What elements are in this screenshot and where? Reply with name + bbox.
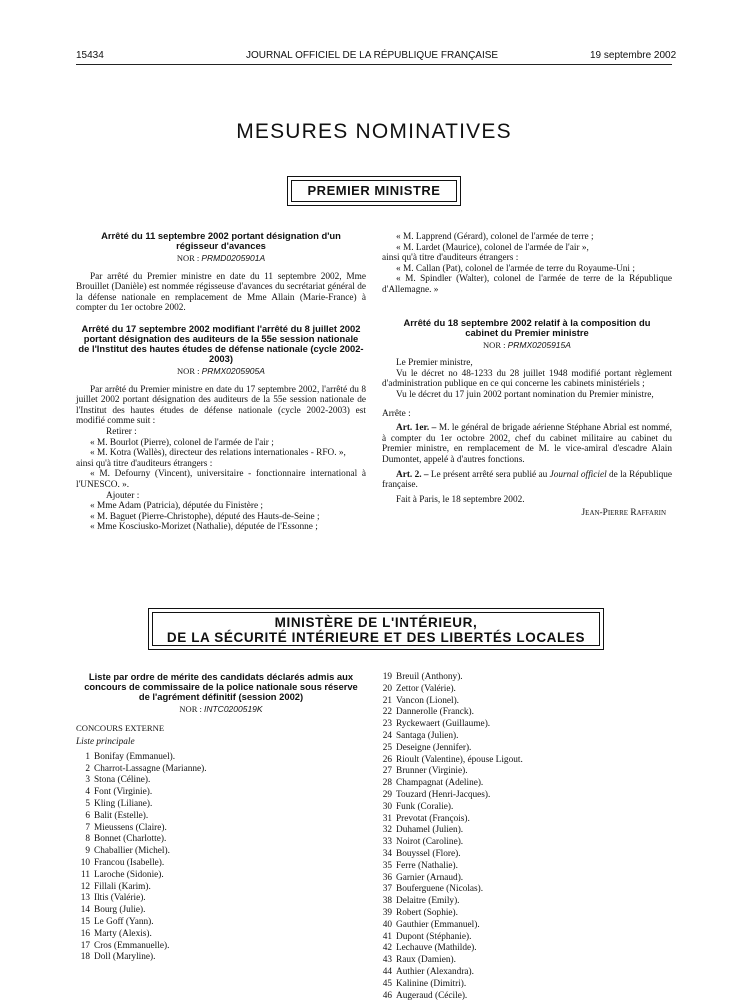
rank-number: 15 <box>80 916 90 927</box>
rank-number: 12 <box>80 881 90 892</box>
candidate-name: Kling (Liliane). <box>94 798 153 809</box>
rank-number: 39 <box>382 907 392 918</box>
list-item <box>76 858 366 870</box>
rank-number: 29 <box>382 789 392 800</box>
list-item <box>76 775 366 787</box>
arrete-1-title: Arrêté du 11 septembre 2002 portant désignation d'un régisseur d'avances <box>101 230 341 251</box>
list-item <box>378 884 668 896</box>
rank-number: 24 <box>382 730 392 741</box>
candidate-name: Le Goff (Yann). <box>94 916 154 927</box>
list-item <box>378 766 668 778</box>
rank-number: 14 <box>80 905 90 916</box>
candidate-name: Deseigne (Jennifer). <box>396 742 472 753</box>
rank-number: 11 <box>81 869 90 880</box>
list-item <box>378 825 668 837</box>
list-item <box>76 882 366 894</box>
arrete-1-nor: NOR : PRMD0205901A <box>176 253 266 263</box>
rank-number: 3 <box>85 775 90 786</box>
candidate-name: Iltis (Valérie). <box>94 893 146 904</box>
list-item <box>76 787 366 799</box>
rank-number: 23 <box>382 719 392 730</box>
candidate-name: Gauthier (Emmanuel). <box>396 919 480 930</box>
list-item <box>378 731 668 743</box>
page-number: 15434 <box>76 50 104 61</box>
ajouter-label: Ajouter : <box>106 490 140 501</box>
rank-number: 13 <box>80 893 90 904</box>
candidate-name: Authier (Alexandra). <box>396 966 474 977</box>
candidate-name: Stona (Céline). <box>94 775 151 786</box>
rank-number: 18 <box>80 952 90 963</box>
right-column <box>382 232 672 519</box>
list-item <box>378 849 668 861</box>
ajouter-item: « Mme Adam (Patricia), députée du Finistère ; <box>90 501 263 512</box>
list-item <box>378 719 668 731</box>
list-item <box>76 799 366 811</box>
list-item <box>76 834 366 846</box>
candidate-name: Brunner (Virginie). <box>396 766 468 777</box>
rank-number: 2 <box>85 763 90 774</box>
header-rule <box>76 64 672 65</box>
rank-number: 30 <box>382 801 392 812</box>
rank-number: 7 <box>85 822 90 833</box>
retirer-label: Retirer : <box>106 426 137 437</box>
candidate-name: Garnier (Arnaud). <box>396 872 464 883</box>
candidate-name: Font (Virginie). <box>94 787 153 798</box>
ajouter-item: « Mme Kosciusko-Morizet (Nathalie), députée de l'Essonne ; <box>90 522 318 533</box>
rank-number: 19 <box>382 672 392 682</box>
ajouter-note: ainsi qu'à titre d'auditeurs étrangers : <box>382 253 519 264</box>
list-item <box>76 870 366 882</box>
rank-number: 22 <box>382 707 392 718</box>
arrete-1-body: Par arrêté du Premier ministre en date du 11 septembre 2002, Mme Brouillet (Danièle) est nommée régisseuse d'avances du secrétariat général de la défense nationale en remplacement de Mme Allain (Marie-France) à compter du 1er octobre 2002. <box>76 271 366 314</box>
rank-number: 21 <box>382 695 392 706</box>
list-item <box>378 967 668 979</box>
candidate-name: Bouferguene (Nicolas). <box>396 884 484 895</box>
left-column <box>76 231 366 533</box>
candidate-name: Raux (Damien). <box>396 955 456 966</box>
section-title: MESURES NOMINATIVES <box>236 120 512 143</box>
candidate-name: Francou (Isabelle). <box>94 857 165 868</box>
ajouter-item: « M. Lapprend (Gérard), colonel de l'armée de terre ; <box>396 232 594 242</box>
retirer-item: « M. Defourny (Vincent), universitaire - fonctionnaire international à l'UNESCO. ». <box>76 469 366 490</box>
candidate-name: Touzard (Henri-Jacques). <box>396 789 491 800</box>
candidate-name: Cros (Emmanuelle). <box>94 940 170 951</box>
list-item <box>76 764 366 776</box>
candidate-name: Kalinine (Dimitri). <box>396 978 467 989</box>
candidate-name: Duhamel (Julien). <box>396 825 464 836</box>
ministry-title: MINISTÈRE DE L'INTÉRIEUR, <box>274 615 478 630</box>
rank-number: 35 <box>382 860 392 871</box>
rank-number: 45 <box>382 978 392 989</box>
rank-number: 28 <box>382 778 392 789</box>
rank-number: 32 <box>382 825 392 836</box>
list-item <box>378 943 668 955</box>
list-item <box>378 743 668 755</box>
list-item <box>378 920 668 932</box>
candidate-name: Marty (Alexis). <box>94 928 152 939</box>
arrete-2-nor: NOR : PRMX0205905A <box>177 365 265 376</box>
list-right-column <box>378 672 668 1002</box>
list-item <box>378 896 668 908</box>
candidate-name: Doll (Maryline). <box>94 952 156 963</box>
list-item <box>378 802 668 814</box>
candidate-name: Funk (Coralie). <box>396 801 454 812</box>
candidate-name: Chaballier (Michel). <box>94 846 170 857</box>
rank-number: 31 <box>382 813 392 824</box>
list-item <box>378 707 668 719</box>
rank-number: 41 <box>382 931 392 942</box>
candidate-name: Vancon (Lionel). <box>396 695 459 706</box>
list-item <box>378 814 668 826</box>
ajouter-item: « M. Callan (Pat), colonel de l'armée de terre du Royaume-Uni ; <box>396 263 635 274</box>
ajouter-item: « M. Baguet (Pierre-Christophe), député des Hauts-de-Seine ; <box>90 511 320 522</box>
rank-number: 8 <box>85 834 90 845</box>
list-item <box>76 917 366 929</box>
candidate-name: Zettor (Valérie). <box>396 683 456 694</box>
rank-number: 4 <box>85 787 90 798</box>
issue-date: 19 septembre 2002 <box>590 50 677 61</box>
candidate-name: Rioult (Valentine), épouse Ligout. <box>396 754 523 765</box>
candidate-name: Balit (Estelle). <box>94 810 149 821</box>
arrete-label: Arrête : <box>382 408 411 419</box>
rank-number: 10 <box>80 857 90 868</box>
list-item <box>378 932 668 944</box>
candidate-name: Fillali (Karim). <box>94 881 151 892</box>
rank-number: 36 <box>382 872 392 883</box>
arrete-2-body: Par arrêté du Premier ministre en date du 17 septembre 2002, l'arrêté du 8 juillet 2002 portant désignation des auditeurs de la 55e session nationale de l'Institut des hautes études de défense nationale (cycle 2002-2003) est modifié comme suit : <box>76 384 366 427</box>
candidate-name: Augeraud (Cécile). <box>396 990 468 1001</box>
ajouter-item: « M. Spindler (Walter), colonel de l'armée de terre de la République d'Allemagne. » <box>382 274 672 295</box>
candidate-name: Ryckewaert (Guillaume). <box>396 719 491 730</box>
rank-number: 46 <box>382 990 392 1001</box>
list-title: Liste par ordre de mérite des candidats déclarés admis aux concours de commissaire de la police nationale sous réserve de l'agrément définitif (session 2002) <box>84 671 358 702</box>
arrete-3-title: Arrêté du 18 septembre 2002 relatif à la composition du cabinet du Premier ministre <box>403 316 651 338</box>
list-nor: NOR : INTC0200519K <box>179 704 263 714</box>
candidate-name: Champagnat (Adeline). <box>396 778 484 789</box>
candidate-name: Delaitre (Emily). <box>396 896 460 907</box>
list-item <box>378 696 668 708</box>
candidate-name: Robert (Sophie). <box>396 907 458 918</box>
list-item <box>378 908 668 920</box>
candidate-name: Ferre (Nathalie). <box>396 860 458 871</box>
rank-number: 20 <box>382 683 392 694</box>
rank-number: 26 <box>382 754 392 765</box>
arrete-3-vu: Vu le décret no 48-1233 du 28 juillet 1948 modifié portant règlement d'administration publique en ce qui concerne les cabinets ministériels ; <box>382 368 672 390</box>
rank-number: 25 <box>382 742 392 753</box>
candidate-name: Charrot-Lassagne (Marianne). <box>94 763 207 774</box>
list-item <box>378 979 668 991</box>
concours-heading: CONCOURS EXTERNE <box>76 722 165 733</box>
rank-number: 37 <box>382 884 392 895</box>
candidate-name: Lechauve (Mathilde). <box>396 943 477 954</box>
rank-number: 9 <box>85 846 90 857</box>
article-1: Art. 1er. – M. le général de brigade aérienne Stéphane Abrial est nommé, à compter du 1er octobre 2002, chef du cabinet militaire au cabinet du Premier ministre, en remplacement de M. le vice-amiral d'escadre Alain Dumontet, appelé à d'autres fonctions. <box>382 423 673 465</box>
list-item <box>378 684 668 696</box>
list-item <box>76 905 366 917</box>
liste-heading: Liste principale <box>76 737 135 748</box>
candidate-name: Bonifay (Emmanuel). <box>94 751 176 762</box>
retirer-item: « M. Bourlot (Pierre), colonel de l'armée de l'air ; <box>90 437 274 448</box>
ministry-box-interieur <box>148 608 604 650</box>
rank-number: 1 <box>85 751 90 762</box>
article-2: Art. 2. – Le présent arrêté sera publié au Journal officiel de la République française. <box>382 469 672 491</box>
list-item <box>76 811 366 823</box>
arrete-3-preamble: Le Premier ministre, <box>396 358 473 369</box>
rank-number: 33 <box>382 837 392 848</box>
list-item <box>378 672 668 684</box>
rank-number: 38 <box>382 896 392 907</box>
candidate-name: Prevotat (François). <box>396 813 470 824</box>
rank-number: 42 <box>382 943 392 954</box>
ajouter-item: « M. Lardet (Maurice), colonel de l'armée de l'air », <box>396 242 589 253</box>
candidate-name: Bouyssel (Flore). <box>396 848 461 859</box>
candidate-name: Noirot (Caroline). <box>396 837 464 848</box>
journal-title: JOURNAL OFFICIEL DE LA RÉPUBLIQUE FRANÇAISE <box>246 50 499 61</box>
list-item <box>76 929 366 941</box>
list-item <box>378 861 668 873</box>
rank-number: 44 <box>382 966 392 977</box>
candidate-name: Breuil (Anthony). <box>396 672 463 682</box>
arrete-2-title: Arrêté du 17 septembre 2002 modifiant l'arrêté du 8 juillet 2002 portant désignation des auditeurs de la 55e session nationale de l'Institut des hautes études de défense nationale (cycle 2002-2003) <box>78 322 364 364</box>
rank-number: 43 <box>382 955 392 966</box>
list-item <box>378 991 668 1002</box>
candidate-list-right <box>378 672 668 1002</box>
list-item <box>76 941 366 953</box>
candidate-name: Mieussens (Claire). <box>94 822 167 833</box>
ministry-title: DE LA SÉCURITÉ INTÉRIEURE ET DES LIBERTÉS LOCALES <box>166 630 586 645</box>
list-item <box>378 837 668 849</box>
rank-number: 40 <box>382 919 392 930</box>
rank-number: 27 <box>382 766 392 777</box>
rank-number: 16 <box>80 928 90 939</box>
ministry-box-premier-ministre <box>287 176 461 206</box>
list-item <box>76 846 366 858</box>
list-item <box>76 893 366 905</box>
list-item <box>378 778 668 790</box>
candidate-name: Bourg (Julie). <box>94 905 146 916</box>
rank-number: 17 <box>80 940 90 951</box>
arrete-3-vu: Vu le décret du 17 juin 2002 portant nomination du Premier ministre, <box>396 389 654 400</box>
retirer-item: « M. Kotra (Wallès), directeur des relations internationales - RFO. », <box>90 448 346 459</box>
list-item <box>76 952 366 964</box>
list-item <box>378 955 668 967</box>
retirer-note: ainsi qu'à titre d'auditeurs étrangers : <box>76 458 213 469</box>
candidate-name: Laroche (Sidonie). <box>94 869 164 880</box>
candidate-name: Santaga (Julien). <box>396 730 459 741</box>
arrete-3-nor: NOR : PRMX0205915A <box>483 339 571 350</box>
signature: Jean-Pierre Raffarin <box>581 508 666 519</box>
list-item <box>378 790 668 802</box>
list-item <box>378 755 668 767</box>
rank-number: 34 <box>382 848 392 859</box>
candidate-name: Bonnet (Charlotte). <box>94 834 167 845</box>
ministry-title: PREMIER MINISTRE <box>307 183 441 198</box>
fait-a-paris: Fait à Paris, le 18 septembre 2002. <box>396 494 525 505</box>
candidate-name: Dannerolle (Franck). <box>396 707 474 718</box>
candidate-name: Dupont (Stéphanie). <box>396 931 472 942</box>
list-item <box>76 823 366 835</box>
rank-number: 5 <box>85 798 90 809</box>
rank-number: 6 <box>85 810 90 821</box>
list-left-column <box>76 672 366 964</box>
candidate-list-left <box>76 752 366 964</box>
list-item <box>76 752 366 764</box>
list-item <box>378 873 668 885</box>
